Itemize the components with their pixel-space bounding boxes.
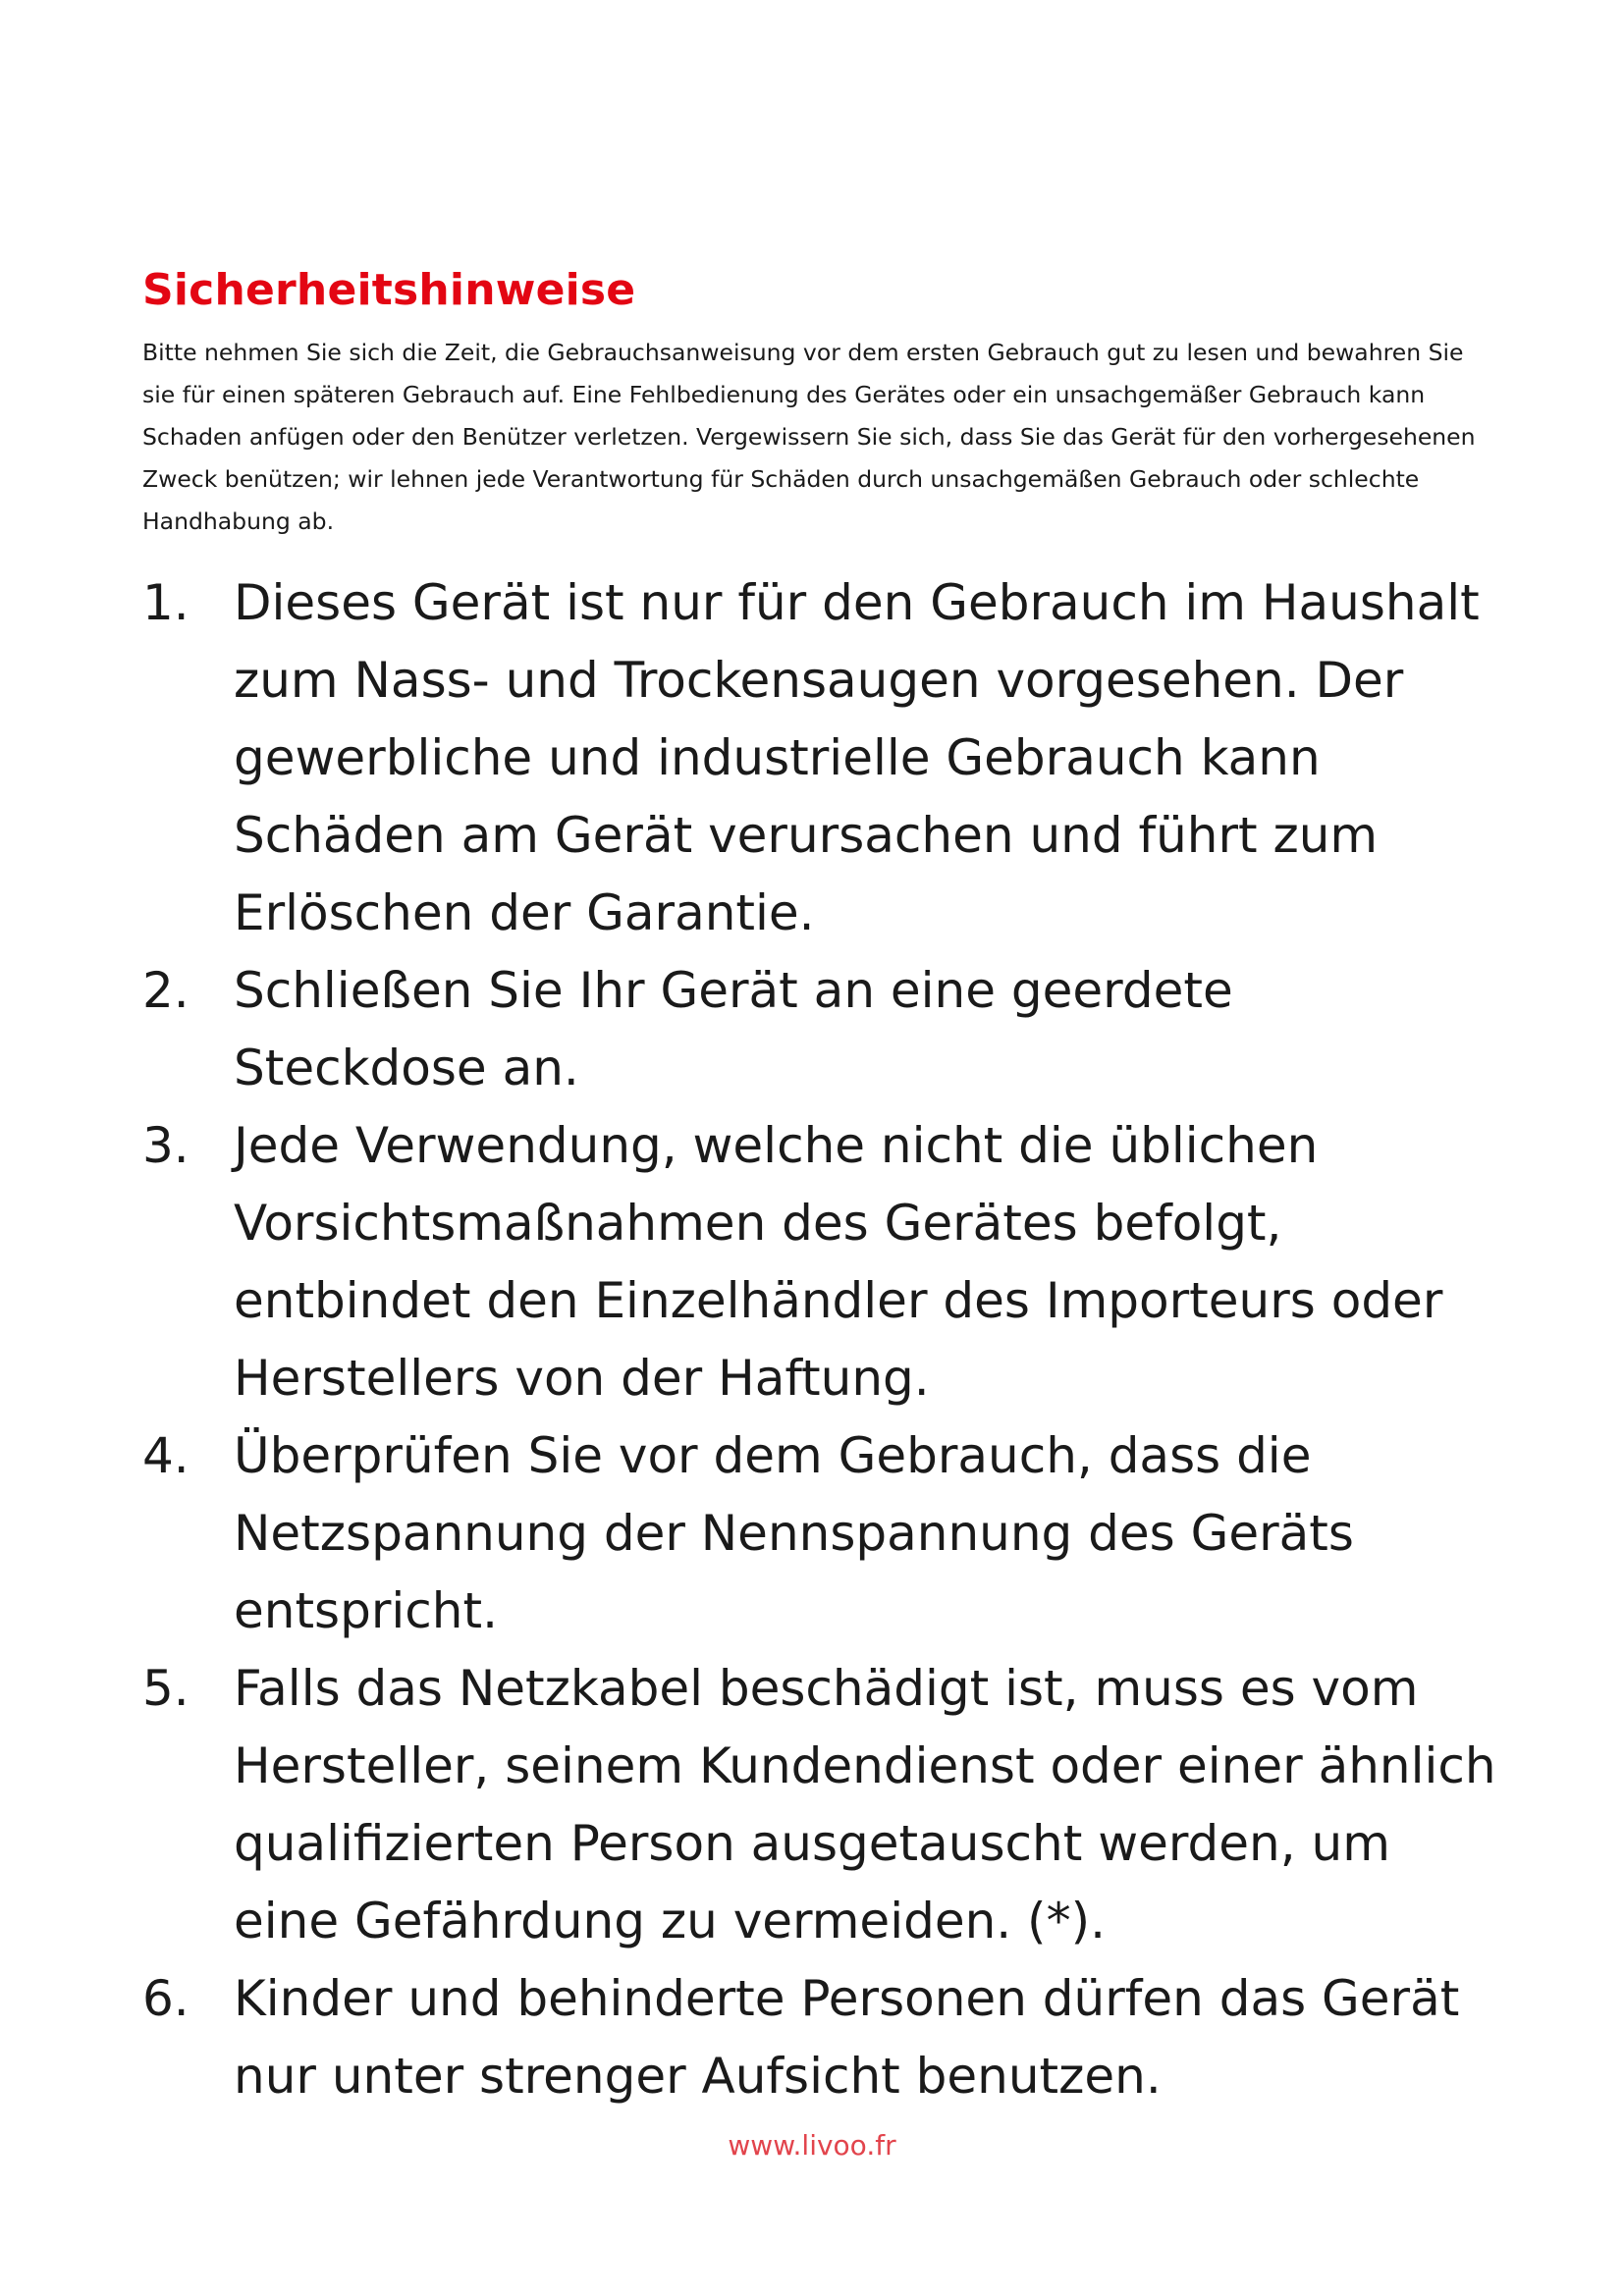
list-item (142, 952, 1497, 1107)
list-item-number: 2. (142, 962, 189, 1019)
list-item-text: Dieses Gerät ist nur für den Gebrauch im Haushalt zum Nass- und Trockensaugen vorgesehen. Der gewerbliche und industrielle Gebrauch kann Schäden am Gerät verursachen und führt zum Erlöschen der Garantie. (234, 574, 1480, 941)
list-item (142, 1417, 1497, 1650)
list-item (142, 564, 1497, 952)
footer-url-link[interactable]: www.livoo.fr (728, 2129, 896, 2162)
list-item-text: Kinder und behinderte Personen dürfen das Gerät nur unter strenger Aufsicht benutzen. (234, 1970, 1460, 2105)
list-item-text: Schließen Sie Ihr Gerät an eine geerdete Steckdose an. (234, 962, 1233, 1096)
list-item-number: 1. (142, 574, 189, 631)
section-title: Sicherheitshinweise (142, 265, 636, 315)
list-item-text: Jede Verwendung, welche nicht die üblichen Vorsichtsmaßnahmen des Gerätes befolgt, entbindet den Einzelhändler des Importeurs oder Herstellers von der Haftung. (234, 1117, 1443, 1407)
list-item-number: 6. (142, 1970, 189, 2027)
list-item-number: 3. (142, 1117, 189, 1174)
list-item (142, 1107, 1497, 1417)
list-item (142, 1650, 1497, 1960)
list-item-text: Überprüfen Sie vor dem Gebrauch, dass die Netzspannung der Nennspannung des Geräts entspricht. (234, 1427, 1354, 1639)
list-item (142, 1960, 1497, 2115)
list-item-number: 4. (142, 1427, 189, 1484)
intro-paragraph: Bitte nehmen Sie sich die Zeit, die Gebrauchsanweisung vor dem ersten Gebrauch gut zu lesen und bewahren Sie sie für einen späteren Gebrauch auf. Eine Fehlbedienung des Gerätes oder ein unsachgemäßer Gebrauch kann Schaden anfügen oder den Benützer verletzen. Vergewissern Sie sich, dass Sie das Gerät für den vorhergesehenen Zweck benützen; wir lehnen jede Verantwortung für Schäden durch unsachgemäßen Gebrauch oder schlechte Handhabung ab. (142, 339, 1476, 535)
list-item-number: 5. (142, 1660, 189, 1717)
list-item-text: Falls das Netzkabel beschädigt ist, muss es vom Hersteller, seinem Kundendienst oder einer ähnlich qualifizierten Person ausgetauscht werden, um eine Gefährdung zu vermeiden. (*). (234, 1660, 1496, 1949)
safety-instructions-list (142, 564, 1497, 2115)
